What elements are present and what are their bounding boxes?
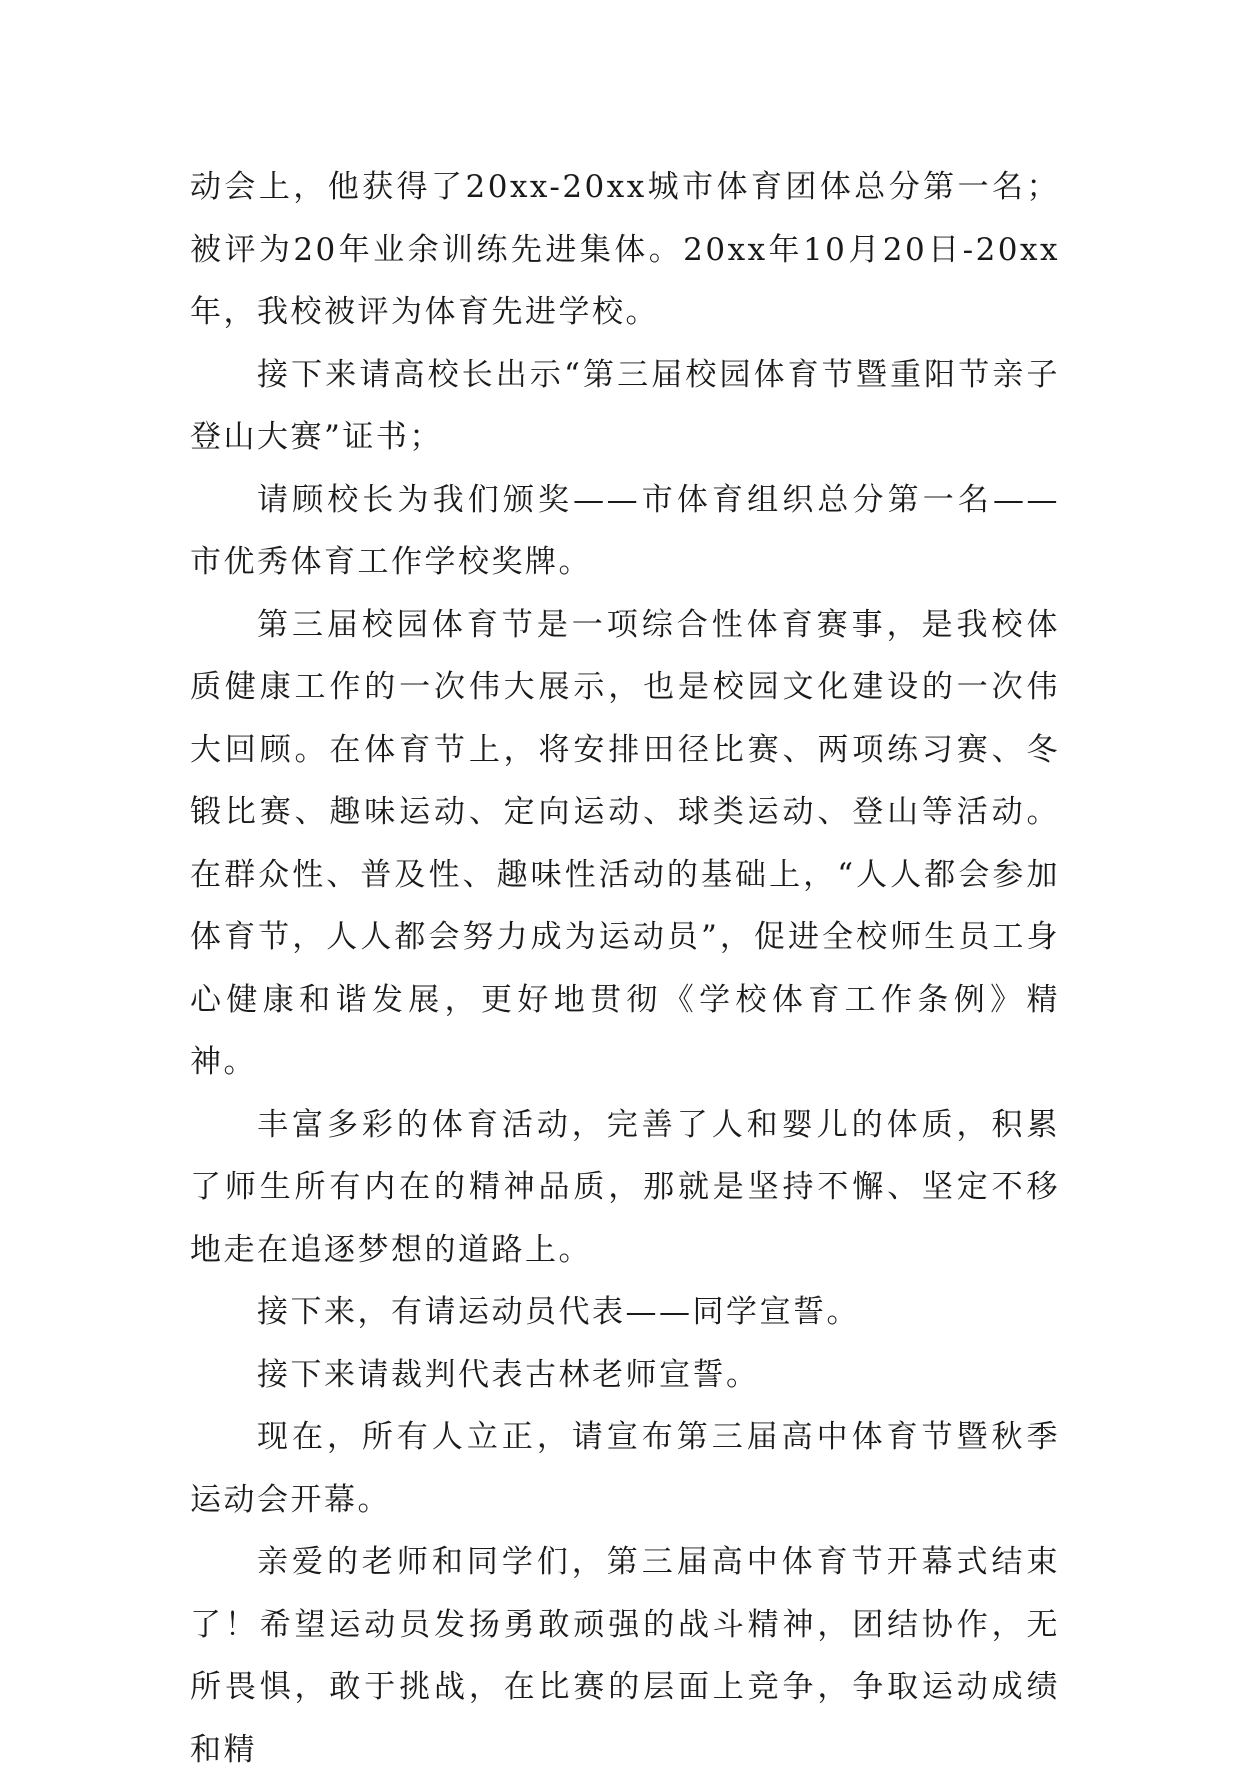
paragraph: 第三届校园体育节是一项综合性体育赛事，是我校体质健康工作的一次伟大展示，也是校园文化建设的一次伟大回顾。在体育节上，将安排田径比赛、两项练习赛、冬锻比赛、趣味运动、定向运动、球类运动、登山等活动。在群众性、普及性、趣味性活动的基础上，“人人都会参加体育节，人人都会努力成为运动员”，促进全校师生员工身心健康和谐发展，更好地贯彻《学校体育工作条例》精神。 [190,606,1060,1080]
paragraph: 请顾校长为我们颁奖——市体育组织总分第一名——市优秀体育工作学校奖牌。 [190,481,1060,580]
document-body [190,156,1060,1781]
paragraph: 接下来请高校长出示“第三届校园体育节暨重阳节亲子登山大赛”证书； [190,356,1060,455]
paragraph: 接下来，有请运动员代表——同学宣誓。 [257,1294,860,1330]
paragraph: 现在，所有人立正，请宣布第三届高中体育节暨秋季运动会开幕。 [190,1419,1060,1518]
paragraph: 动会上，他获得了20xx-20xx城市体育团体总分第一名；被评为20年业余训练先进集体。20xx年10月20日-20xx年，我校被评为体育先进学校。 [190,169,1060,330]
paragraph: 亲爱的老师和同学们，第三届高中体育节开幕式结束了！希望运动员发扬勇敢顽强的战斗精神，团结协作，无所畏惧，敢于挑战，在比赛的层面上竞争，争取运动成绩和精 [190,1544,1060,1768]
paragraph: 丰富多彩的体育活动，完善了人和婴儿的体质，积累了师生所有内在的精神品质，那就是坚持不懈、坚定不移地走在追逐梦想的道路上。 [190,1106,1060,1268]
paragraph: 接下来请裁判代表古林老师宣誓。 [257,1356,760,1393]
